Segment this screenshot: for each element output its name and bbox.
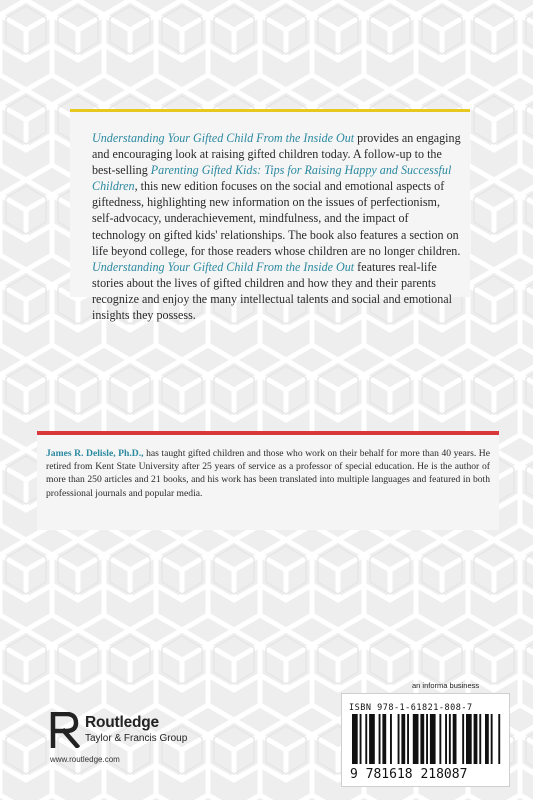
barcode-bar xyxy=(352,714,358,764)
barcode-bar xyxy=(382,714,386,764)
barcode-bar xyxy=(449,714,451,764)
author-name: James R. Delisle, Ph.D., xyxy=(46,448,144,459)
barcode-bar xyxy=(426,714,428,764)
barcode-bar xyxy=(420,714,424,764)
isbn-label: ISBN 978-1-61821-808-7 xyxy=(349,703,473,713)
barcode-bar xyxy=(439,714,441,764)
barcode-digits: 9 781618 218087 xyxy=(350,767,468,782)
barcode-bar xyxy=(491,714,493,764)
publisher-name: Routledge xyxy=(85,714,159,731)
barcode-bar xyxy=(369,714,375,764)
book-title: Understanding Your Gifted Child From the Inside Out xyxy=(92,131,355,145)
barcode-bar xyxy=(498,714,500,764)
barcode-bar xyxy=(407,714,409,764)
book-title: Understanding Your Gifted Child From the Inside Out xyxy=(92,259,355,274)
informa-tagline: an informa business xyxy=(412,681,480,690)
barcode-bar xyxy=(365,714,367,764)
barcode-bar xyxy=(474,714,478,764)
author-bio: James R. Delisle, Ph.D., has taught gifted children and those who work on their behalf for more than 40 years. He retired from Kent State University after 25 years of service as a professor of special education. He is the author of more than 250 articles and 21 books, and his work has been translated into multiple languages and featured in both professional journals and popular media. xyxy=(46,448,490,499)
barcode-bar xyxy=(401,714,405,764)
barcode-bar xyxy=(466,714,472,764)
routledge-logo-icon xyxy=(50,712,80,748)
barcode-bar xyxy=(445,714,447,764)
book-description: Understanding Your Gifted Child From the Inside Out provides an engaging and encouraging look at raising gifted children today. A follow-up to the best-selling Parenting Gifted Kids: Tips for Raising Happy and Successful Children, this new edition focuses on the social and emotional aspects of giftedness, highlighting new information on the issues of perfectionism, self-advocacy, underachievement, mindfulness, and the impact of technology on gifted kids' relationships. The book also features a section on life beyond college, for those readers whose children are no longer children. Understanding Your Gifted Child From the Inside Out features real-life stories about the lives of gifted children and how they and their parents recognize and enjoy the many intellectual talents and social and emotional insights they possess. xyxy=(92,131,461,323)
barcode-bar xyxy=(360,714,362,764)
barcode-box xyxy=(341,693,510,787)
previous-book-title: Parenting Gifted Kids: Tips for Raising Happy and Successful Children xyxy=(92,163,452,194)
barcode-bar xyxy=(462,714,464,764)
barcode-bar xyxy=(379,714,381,764)
barcode-bar xyxy=(453,714,457,764)
barcode-bar xyxy=(485,714,489,764)
publisher-url: www.routledge.com xyxy=(50,755,120,764)
publisher-group: Taylor & Francis Group xyxy=(85,733,188,744)
barcode-bar xyxy=(430,714,436,764)
barcode-bar xyxy=(479,714,481,764)
barcode-bar xyxy=(390,714,392,764)
publisher-logo xyxy=(50,712,230,772)
barcode xyxy=(348,714,503,782)
barcode-bar xyxy=(398,714,400,764)
barcode-bar xyxy=(413,714,419,764)
